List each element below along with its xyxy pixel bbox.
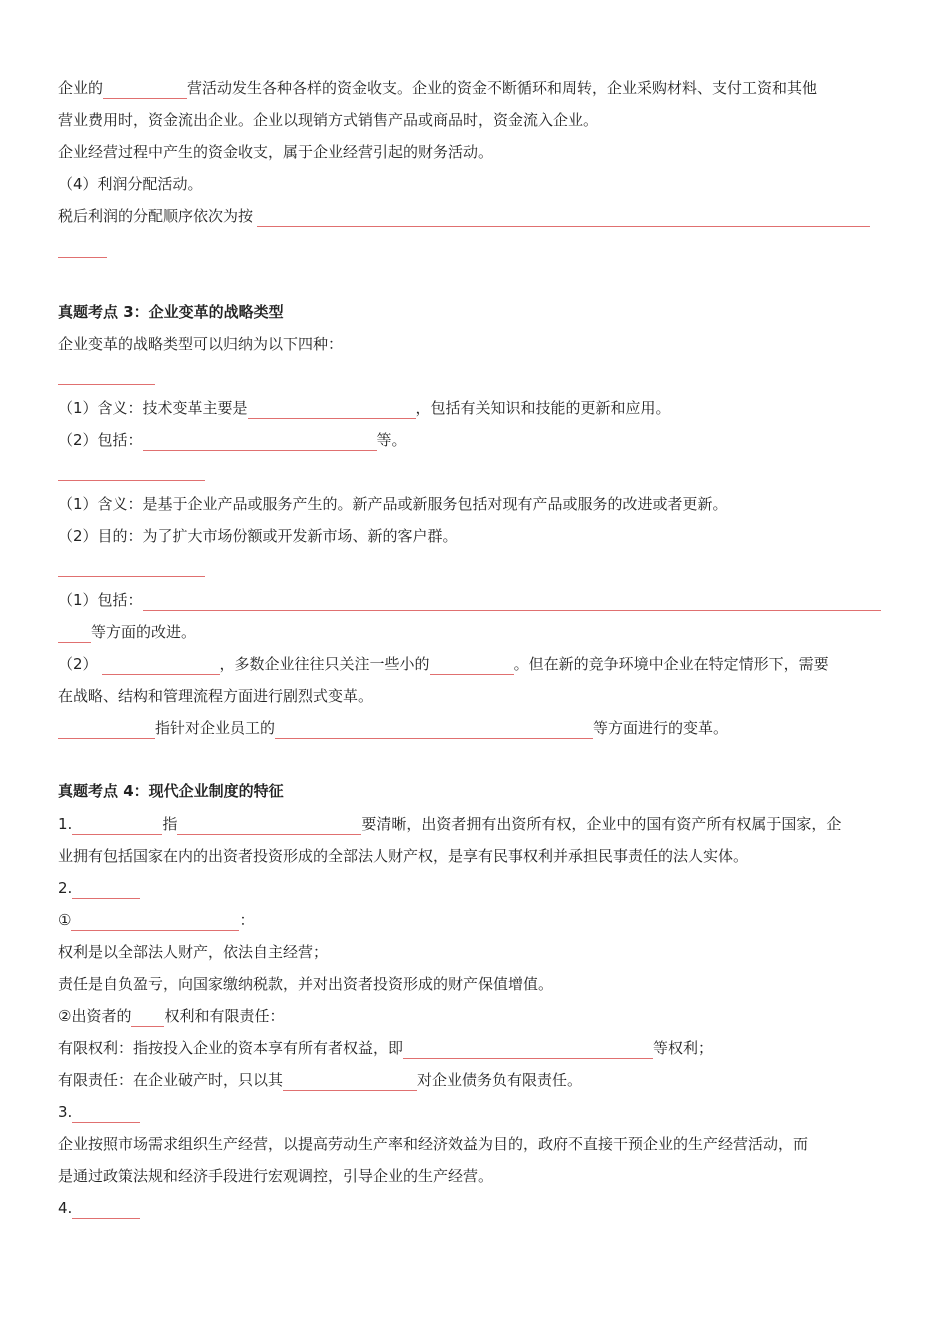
- text-line: [58, 429, 893, 451]
- text: 企业的: [58, 79, 104, 97]
- text-line: 企业按照市场需求组织生产经营，以提高劳动生产率和经济效益为目的，政府不直接干预企业的生产经营活动，而: [58, 1135, 809, 1153]
- text: 有限权利：指按投入企业的资本享有所有者权益，即: [58, 1039, 404, 1057]
- text-line: 权利是以全部法人财产，依法自主经营；: [58, 943, 329, 961]
- text: ，包括有关知识和技能的更新和应用。: [415, 399, 671, 417]
- text: （1）含义：技术变革主要是: [58, 399, 248, 417]
- text-line: [58, 397, 893, 419]
- text-line: [58, 1101, 893, 1123]
- text: 4.: [58, 1199, 73, 1217]
- fill-blank[interactable]: [58, 480, 205, 481]
- text-line: 是通过政策法规和经济手段进行宏观调控，引导企业的生产经营。: [58, 1167, 494, 1185]
- text: 指: [162, 815, 178, 833]
- fill-blank[interactable]: [102, 657, 220, 675]
- text: 。但在新的竞争环境中企业在特定情形下，需要: [513, 655, 829, 673]
- text-line: 企业变革的战略类型可以归纳为以下四种：: [58, 335, 344, 353]
- fill-blank[interactable]: [72, 1201, 140, 1219]
- text: ：: [239, 911, 255, 929]
- text-line: [58, 717, 893, 739]
- fill-blank[interactable]: [248, 401, 416, 419]
- text-line: 企业经营过程中产生的资金收支，属于企业经营引起的财务活动。: [58, 143, 494, 161]
- fill-blank[interactable]: [275, 721, 593, 739]
- text-line: 业拥有包括国家在内的出资者投资形成的全部法人财产权，是享有民事权利并承担民事责任的法人实体。: [58, 847, 749, 865]
- text: （1）包括：: [58, 591, 143, 609]
- text-line: [58, 877, 893, 899]
- text-line: 营业费用时，资金流出企业。企业以现销方式销售产品或商品时，资金流入企业。: [58, 111, 599, 129]
- fill-blank[interactable]: [403, 1041, 653, 1059]
- text-line: [58, 205, 893, 227]
- fill-blank[interactable]: [72, 881, 140, 899]
- text-line: [58, 1197, 893, 1219]
- fill-blank[interactable]: [58, 576, 205, 577]
- text-line: [58, 909, 893, 931]
- text: 1.: [58, 815, 73, 833]
- text: 等方面的改进。: [91, 623, 197, 641]
- fill-blank[interactable]: [58, 721, 155, 739]
- text: ②出资者的: [58, 1007, 132, 1025]
- text-line: [58, 1037, 893, 1059]
- text: 3.: [58, 1103, 73, 1121]
- text: 等。: [376, 431, 407, 449]
- text-line: [58, 653, 893, 675]
- text-line: 责任是自负盈亏，向国家缴纳税款，并对出资者投资形成的财产保值增值。: [58, 975, 554, 993]
- text-line: （2）目的：为了扩大市场份额或开发新市场、新的客户群。: [58, 527, 458, 545]
- fill-blank[interactable]: [71, 913, 239, 931]
- fill-blank[interactable]: [177, 817, 361, 835]
- text: 指针对企业员工的: [155, 719, 276, 737]
- text: （2）: [58, 655, 98, 673]
- text-line: [58, 1069, 893, 1091]
- fill-blank[interactable]: [103, 81, 187, 99]
- fill-blank[interactable]: [58, 257, 107, 258]
- text-line: [58, 621, 893, 643]
- fill-blank[interactable]: [72, 1105, 140, 1123]
- text: 2.: [58, 879, 73, 897]
- fill-blank[interactable]: [58, 625, 91, 643]
- fill-blank[interactable]: [72, 817, 162, 835]
- text: （2）包括：: [58, 431, 143, 449]
- fill-blank[interactable]: [430, 657, 514, 675]
- section-heading: 真题考点 3：企业变革的战略类型: [58, 303, 284, 321]
- text: 权利和有限责任：: [164, 1007, 285, 1025]
- text-line: [58, 1005, 893, 1027]
- text-line: （1）含义：是基于企业产品或服务产生的。新产品或新服务包括对现有产品或服务的改进或者更新。: [58, 495, 728, 513]
- text: 等方面进行的变革。: [593, 719, 729, 737]
- fill-blank[interactable]: [283, 1073, 417, 1091]
- text: 对企业债务负有限责任。: [417, 1071, 583, 1089]
- text: 税后利润的分配顺序依次为按: [58, 207, 254, 225]
- text-line: 在战略、结构和管理流程方面进行剧烈式变革。: [58, 687, 374, 705]
- text-line: （4）利润分配活动。: [58, 175, 203, 193]
- fill-blank[interactable]: [143, 593, 881, 611]
- fill-blank[interactable]: [143, 433, 377, 451]
- text: ，多数企业往往只关注一些小的: [219, 655, 430, 673]
- text-line: [58, 589, 893, 611]
- fill-blank[interactable]: [58, 384, 155, 385]
- text: 有限责任：在企业破产时，只以其: [58, 1071, 284, 1089]
- text-line: [58, 813, 893, 835]
- text: 营活动发生各种各样的资金收支。企业的资金不断循环和周转，企业采购材料、支付工资和其他: [187, 79, 818, 97]
- text-line: [58, 77, 893, 99]
- fill-blank[interactable]: [257, 209, 870, 227]
- section-heading: 真题考点 4：现代企业制度的特征: [58, 782, 284, 800]
- text: 等权利；: [653, 1039, 714, 1057]
- fill-blank[interactable]: [131, 1009, 164, 1027]
- text: 要清晰，出资者拥有出资所有权，企业中的国有资产所有权属于国家，企: [361, 815, 842, 833]
- text: ①: [58, 911, 72, 929]
